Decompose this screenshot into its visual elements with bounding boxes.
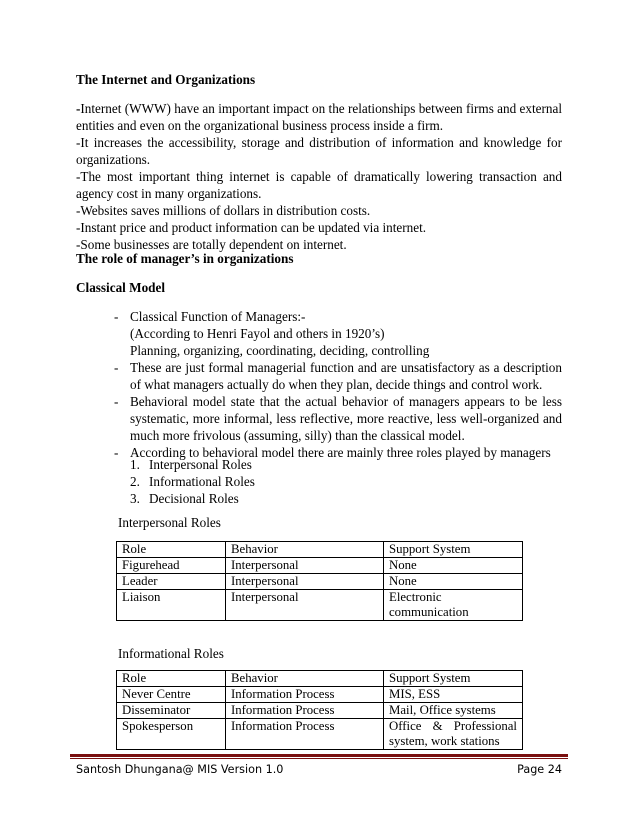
support-system-line: Office & Professional [389,719,517,733]
paragraph-lead-dash: - [76,101,81,116]
footer-author-version: Santosh Dhungana@ MIS Version 1.0 [76,763,284,776]
list-item-text: These are just formal managerial function and are unsatisfactory as a description of what managers actually do when they plan, decide things and control work. [130,360,562,392]
interpersonal-roles-table [116,541,523,621]
paragraph-instant-price: -Instant price and product information can be updated via internet. [76,220,427,235]
table-row [117,558,523,574]
table-row [117,687,523,703]
table-header-row [117,542,523,558]
table-cell: Information Process [226,687,384,703]
paragraph-internet-impact [76,100,562,134]
paragraph-websites: -Websites saves millions of dollars in distribution costs. [76,203,371,218]
list-item [130,473,255,490]
table-header-cell: Role [117,542,226,558]
table-cell: Mail, Office systems [384,703,523,719]
table-cell: Figurehead [117,558,226,574]
list-item [114,308,562,359]
list-item-text: Behavioral model state that the actual behavior of managers appears to be less systematic, more informal, less reflective, more reactive, less well-organized and much more frivolous (assuming, silly) than the classical model. [130,394,562,443]
table-cell [384,590,523,621]
table-cell: Interpersonal [226,558,384,574]
table-header-row [117,671,523,687]
footer-page-number: Page 24 [517,763,562,776]
table-row [117,574,523,590]
classical-functions-source: (According to Henri Fayol and others in 1920’s) [130,326,385,341]
table-header-cell: Support System [384,542,523,558]
role-number: 3. [130,491,140,506]
footer-rule-thin [70,758,568,759]
list-dash: - [114,309,119,324]
table-header-cell: Behavior [226,542,384,558]
list-item-text: According to behavioral model there are mainly three roles played by managers [130,445,551,460]
table-cell: Never Centre [117,687,226,703]
table-cell: Disseminator [117,703,226,719]
paragraph-accessibility: -It increases the accessibility, storage and distribution of information and knowledge for organizations. [76,135,562,167]
classical-model-list [114,308,562,461]
list-dash: - [114,394,119,409]
support-system-line: Electronic [389,590,442,604]
role-label: Interpersonal Roles [149,457,252,472]
heading-role-of-managers: The role of manager’s in organizations [76,251,294,266]
table-cell: Information Process [226,703,384,719]
table-row [117,590,523,621]
table-cell [384,719,523,750]
table-row [117,703,523,719]
classical-functions-title: Classical Function of Managers:- [130,309,306,324]
table-row [117,719,523,750]
list-item [130,456,255,473]
list-dash: - [114,360,119,375]
table-cell: Interpersonal [226,574,384,590]
role-number: 2. [130,474,140,489]
list-item [130,490,255,507]
list-item [114,359,562,393]
paragraph-internet-impact-text: Internet (WWW) have an important impact on the relationships between firms and external entities and even on the organizational business process inside a firm. [76,101,562,133]
table-header-cell: Support System [384,671,523,687]
role-label: Informational Roles [149,474,255,489]
heading-classical-model: Classical Model [76,280,166,295]
table-header-cell: Role [117,671,226,687]
footer-rule-thick [70,754,568,757]
table-cell: Spokesperson [117,719,226,750]
table-cell: Information Process [226,719,384,750]
list-dash: - [114,445,119,460]
list-item [114,393,562,444]
table-cell: Liaison [117,590,226,621]
paragraph-dependent-businesses: -Some businesses are totally dependent on internet. [76,237,347,252]
informational-roles-caption: Informational Roles [118,646,224,661]
manager-roles-list [130,456,255,507]
support-system-line: system, work stations [389,734,500,748]
heading-internet-organizations: The Internet and Organizations [76,72,256,87]
role-number: 1. [130,457,140,472]
informational-roles-table [116,670,523,750]
table-cell: None [384,574,523,590]
table-cell: MIS, ESS [384,687,523,703]
table-cell: None [384,558,523,574]
paragraph-transaction-cost: -The most important thing internet is capable of dramatically lowering transaction and agency cost in many organizations. [76,169,562,201]
interpersonal-roles-caption: Interpersonal Roles [118,515,221,530]
classical-functions-list: Planning, organizing, coordinating, deciding, controlling [130,343,430,358]
role-label: Decisional Roles [149,491,239,506]
table-header-cell: Behavior [226,671,384,687]
table-cell: Leader [117,574,226,590]
internet-paragraphs [76,100,562,253]
table-cell: Interpersonal [226,590,384,621]
support-system-line: communication [389,605,469,619]
